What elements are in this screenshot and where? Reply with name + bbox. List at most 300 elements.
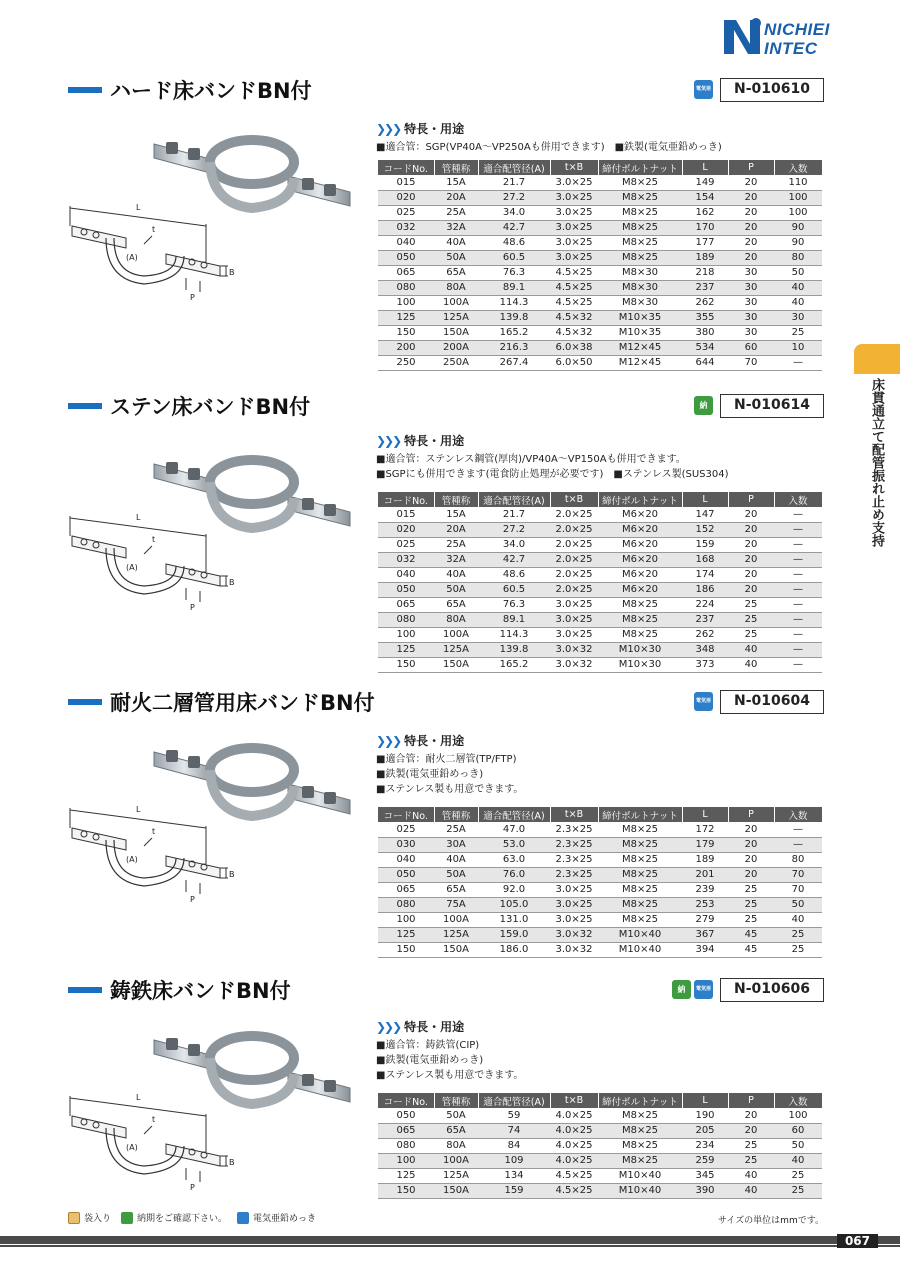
- table-cell: 4.5×25: [550, 1168, 598, 1183]
- column-header: 締付ボルトナット: [598, 807, 682, 822]
- table-cell: M10×35: [598, 310, 682, 325]
- table-cell: 125: [378, 642, 434, 657]
- table-cell: 080: [378, 897, 434, 912]
- table-row: [378, 852, 822, 867]
- table-cell: 3.0×25: [550, 175, 598, 190]
- galvanized-icon: [237, 1212, 249, 1224]
- galvanized-icon: 電気亜鉛: [694, 980, 713, 999]
- diagram-label-B: B: [229, 578, 235, 587]
- table-cell: 50: [774, 1138, 822, 1153]
- table-cell: 50A: [434, 250, 478, 265]
- table-cell: 125: [378, 1168, 434, 1183]
- column-header: 入数: [774, 160, 822, 175]
- table-cell: 065: [378, 265, 434, 280]
- table-cell: 20A: [434, 190, 478, 205]
- table-cell: M10×35: [598, 325, 682, 340]
- table-cell: 2.0×25: [550, 567, 598, 582]
- column-header: 入数: [774, 492, 822, 507]
- table-cell: 262: [682, 295, 728, 310]
- table-cell: 20: [728, 537, 774, 552]
- table-cell: 63.0: [478, 852, 550, 867]
- table-cell: 100A: [434, 912, 478, 927]
- table-cell: 40: [728, 1183, 774, 1198]
- diagram-label-B: B: [229, 1158, 235, 1167]
- table-cell: 100: [378, 912, 434, 927]
- table-cell: 179: [682, 837, 728, 852]
- delivery-icon: [121, 1212, 133, 1224]
- table-cell: 100: [378, 295, 434, 310]
- table-cell: 154: [682, 190, 728, 205]
- column-header: 適合配管径(A): [478, 492, 550, 507]
- table-cell: 186: [682, 582, 728, 597]
- dimension-diagram: [66, 798, 236, 912]
- table-cell: 149: [682, 175, 728, 190]
- table-cell: 174: [682, 567, 728, 582]
- table-cell: 6.0×50: [550, 355, 598, 370]
- diagram-label-L: L: [136, 805, 141, 814]
- table-cell: M8×25: [598, 837, 682, 852]
- column-header: 管種称: [434, 807, 478, 822]
- diagram-label-P: P: [190, 1183, 195, 1192]
- table-cell: M8×30: [598, 295, 682, 310]
- table-row: [378, 597, 822, 612]
- table-cell: M6×20: [598, 522, 682, 537]
- diagram-label-A: (A): [126, 563, 138, 572]
- table-cell: 3.0×25: [550, 597, 598, 612]
- table-cell: 25: [774, 942, 822, 957]
- legend-galv: 電気亜鉛めっき: [253, 1214, 316, 1224]
- table-cell: 152: [682, 522, 728, 537]
- table-cell: 237: [682, 280, 728, 295]
- features-heading-text: 特長・用途: [404, 122, 465, 136]
- table-cell: 125A: [434, 1168, 478, 1183]
- diagram-label-P: P: [190, 895, 195, 904]
- table-row: [378, 265, 822, 280]
- diagram-label-t: t: [152, 225, 156, 234]
- table-cell: 20: [728, 235, 774, 250]
- footer-rule-thin: [0, 1245, 900, 1247]
- table-cell: 30: [728, 310, 774, 325]
- table-cell: 262: [682, 627, 728, 642]
- column-header: 管種称: [434, 160, 478, 175]
- table-row: [378, 1123, 822, 1138]
- table-cell: 032: [378, 552, 434, 567]
- table-row: [378, 235, 822, 250]
- feature-line: ■鉄製(電気亜鉛めっき): [376, 1055, 484, 1066]
- table-cell: 100A: [434, 1153, 478, 1168]
- column-header: 適合配管径(A): [478, 1093, 550, 1108]
- bag-icon: [68, 1212, 80, 1224]
- table-cell: 3.0×25: [550, 612, 598, 627]
- table-cell: 20: [728, 190, 774, 205]
- table-cell: M8×25: [598, 867, 682, 882]
- table-cell: 30A: [434, 837, 478, 852]
- table-cell: 3.0×32: [550, 642, 598, 657]
- table-cell: —: [774, 537, 822, 552]
- table-cell: 20: [728, 507, 774, 522]
- table-cell: M10×40: [598, 927, 682, 942]
- table-cell: 373: [682, 657, 728, 672]
- table-row: [378, 942, 822, 957]
- table-cell: 30: [728, 280, 774, 295]
- features-heading: [376, 1018, 464, 1035]
- table-cell: 4.0×25: [550, 1123, 598, 1138]
- table-cell: 065: [378, 1123, 434, 1138]
- table-cell: 2.3×25: [550, 837, 598, 852]
- table-cell: 20: [728, 220, 774, 235]
- table-cell: 3.0×25: [550, 205, 598, 220]
- table-cell: 50A: [434, 582, 478, 597]
- table-cell: 125: [378, 310, 434, 325]
- column-header: P: [728, 1093, 774, 1108]
- side-tab-marker: [854, 344, 900, 374]
- table-cell: 90: [774, 235, 822, 250]
- table-cell: 75A: [434, 897, 478, 912]
- feature-line: ■ステンレス製も用意できます。: [376, 784, 524, 795]
- column-header: t×B: [550, 1093, 598, 1108]
- table-cell: 345: [682, 1168, 728, 1183]
- table-cell: 2.3×25: [550, 822, 598, 837]
- feature-line: ■ステンレス製も用意できます。: [376, 1070, 524, 1081]
- table-cell: 159: [682, 537, 728, 552]
- table-cell: 239: [682, 882, 728, 897]
- table-row: [378, 552, 822, 567]
- table-cell: 190: [682, 1108, 728, 1123]
- table-cell: 20: [728, 1123, 774, 1138]
- table-row: [378, 1153, 822, 1168]
- table-cell: 168: [682, 552, 728, 567]
- table-cell: 100: [378, 1153, 434, 1168]
- table-cell: 25: [728, 1138, 774, 1153]
- section-title: 鋳鉄床バンドBN付: [110, 979, 291, 1003]
- diagram-label-t: t: [152, 535, 156, 544]
- table-cell: 89.1: [478, 612, 550, 627]
- table-cell: M8×25: [598, 822, 682, 837]
- column-header: L: [682, 492, 728, 507]
- table-cell: M8×25: [598, 1138, 682, 1153]
- table-cell: 015: [378, 175, 434, 190]
- table-cell: 27.2: [478, 190, 550, 205]
- table-row: [378, 205, 822, 220]
- chevron-right-icon: ❯❯❯: [376, 734, 401, 748]
- table-row: [378, 837, 822, 852]
- table-row: [378, 867, 822, 882]
- table-cell: 644: [682, 355, 728, 370]
- table-cell: 355: [682, 310, 728, 325]
- table-cell: 040: [378, 852, 434, 867]
- table-cell: 48.6: [478, 235, 550, 250]
- table-cell: 50A: [434, 867, 478, 882]
- product-code: N-010604: [720, 690, 824, 714]
- column-header: コードNo.: [378, 807, 434, 822]
- table-cell: M10×40: [598, 1183, 682, 1198]
- table-row: [378, 1108, 822, 1123]
- table-cell: 080: [378, 612, 434, 627]
- side-tab-label: 床貫通立て配管振れ止め支持: [869, 378, 884, 547]
- column-header: 締付ボルトナット: [598, 1093, 682, 1108]
- table-cell: 80: [774, 250, 822, 265]
- table-row: [378, 582, 822, 597]
- table-cell: 40: [774, 1153, 822, 1168]
- table-row: [378, 340, 822, 355]
- table-cell: 40: [728, 642, 774, 657]
- table-cell: 150: [378, 1183, 434, 1198]
- column-header: コードNo.: [378, 1093, 434, 1108]
- table-cell: M8×25: [598, 1123, 682, 1138]
- table-cell: M8×25: [598, 882, 682, 897]
- table-row: [378, 507, 822, 522]
- diagram-label-A: (A): [126, 253, 138, 262]
- legend-bag: 袋入り: [84, 1214, 112, 1224]
- table-cell: 65A: [434, 882, 478, 897]
- table-cell: 139.8: [478, 642, 550, 657]
- footer-legend: [68, 1211, 316, 1224]
- dimension-diagram: [66, 506, 236, 620]
- table-cell: 4.0×25: [550, 1108, 598, 1123]
- table-cell: 131.0: [478, 912, 550, 927]
- table-cell: 100: [774, 190, 822, 205]
- table-cell: M8×25: [598, 897, 682, 912]
- page-number: 067: [837, 1234, 878, 1248]
- table-cell: 40: [728, 657, 774, 672]
- table-cell: 205: [682, 1123, 728, 1138]
- table-row: [378, 280, 822, 295]
- delivery-icon: 納: [694, 396, 713, 415]
- table-cell: 025: [378, 822, 434, 837]
- table-row: [378, 912, 822, 927]
- table-cell: 42.7: [478, 552, 550, 567]
- table-cell: 65A: [434, 265, 478, 280]
- feature-line: ■適合管：ステンレス鋼管(厚肉)/VP40A～VP150Aも併用できます。: [376, 454, 686, 465]
- table-cell: 89.1: [478, 280, 550, 295]
- table-cell: 30: [728, 265, 774, 280]
- table-cell: 25: [728, 627, 774, 642]
- table-cell: 30: [728, 295, 774, 310]
- feature-line: ■適合管：SGP(VP40A～VP250Aも併用できます) ■鉄製(電気亜鉛めっき): [376, 142, 722, 153]
- table-cell: 15A: [434, 175, 478, 190]
- table-cell: 139.8: [478, 310, 550, 325]
- table-cell: 70: [774, 867, 822, 882]
- table-cell: 110: [774, 175, 822, 190]
- diagram-label-B: B: [229, 870, 235, 879]
- features-heading: [376, 732, 464, 749]
- table-cell: 050: [378, 1108, 434, 1123]
- units-note: サイズの単位はmmです。: [717, 1216, 824, 1226]
- table-header-row: [378, 1093, 822, 1108]
- table-cell: 150: [378, 942, 434, 957]
- table-row: [378, 882, 822, 897]
- section-title: ハード床バンドBN付: [110, 79, 312, 103]
- table-cell: 2.3×25: [550, 867, 598, 882]
- table-cell: 80A: [434, 612, 478, 627]
- table-cell: 48.6: [478, 567, 550, 582]
- table-cell: M8×30: [598, 280, 682, 295]
- table-cell: M8×25: [598, 912, 682, 927]
- table-row: [378, 295, 822, 310]
- table-cell: 186.0: [478, 942, 550, 957]
- table-cell: 3.0×32: [550, 942, 598, 957]
- table-cell: M8×25: [598, 250, 682, 265]
- table-cell: 60.5: [478, 250, 550, 265]
- table-cell: 080: [378, 280, 434, 295]
- table-cell: 27.2: [478, 522, 550, 537]
- table-cell: M6×20: [598, 552, 682, 567]
- features-heading-text: 特長・用途: [404, 434, 465, 448]
- table-cell: 150A: [434, 325, 478, 340]
- table-cell: 30: [774, 310, 822, 325]
- table-cell: —: [774, 552, 822, 567]
- column-header: 入数: [774, 1093, 822, 1108]
- diagram-label-A: (A): [126, 855, 138, 864]
- chevron-right-icon: ❯❯❯: [376, 1020, 401, 1034]
- column-header: t×B: [550, 492, 598, 507]
- table-cell: 020: [378, 522, 434, 537]
- section-title: 耐火二層管用床バンドBN付: [110, 691, 375, 715]
- column-header: 管種称: [434, 492, 478, 507]
- table-cell: 70: [728, 355, 774, 370]
- table-cell: 040: [378, 235, 434, 250]
- table-cell: 100: [774, 1108, 822, 1123]
- column-header: L: [682, 807, 728, 822]
- galvanized-icon: 電気亜鉛: [694, 692, 713, 711]
- table-cell: 114.3: [478, 627, 550, 642]
- column-header: 管種称: [434, 1093, 478, 1108]
- table-cell: 159: [478, 1183, 550, 1198]
- table-cell: 40: [774, 912, 822, 927]
- table-cell: M10×40: [598, 1168, 682, 1183]
- table-row: [378, 250, 822, 265]
- diagram-label-B: B: [229, 268, 235, 277]
- table-cell: M8×25: [598, 597, 682, 612]
- table-cell: —: [774, 507, 822, 522]
- column-header: t×B: [550, 160, 598, 175]
- table-cell: M6×20: [598, 582, 682, 597]
- table-cell: 20: [728, 1108, 774, 1123]
- diagram-label-L: L: [136, 513, 141, 522]
- table-cell: 4.5×32: [550, 325, 598, 340]
- logo-text-line1: NICHIEI: [764, 20, 830, 39]
- table-cell: 216.3: [478, 340, 550, 355]
- table-cell: M8×25: [598, 190, 682, 205]
- table-cell: —: [774, 612, 822, 627]
- table-cell: 259: [682, 1153, 728, 1168]
- table-cell: 40A: [434, 235, 478, 250]
- table-cell: 237: [682, 612, 728, 627]
- table-cell: 025: [378, 205, 434, 220]
- table-cell: 59: [478, 1108, 550, 1123]
- product-code: N-010606: [720, 978, 824, 1002]
- table-cell: 020: [378, 190, 434, 205]
- table-cell: 050: [378, 250, 434, 265]
- product-code: N-010614: [720, 394, 824, 418]
- table-cell: 15A: [434, 507, 478, 522]
- table-cell: 65A: [434, 1123, 478, 1138]
- spec-table: [378, 1093, 823, 1199]
- table-cell: M6×20: [598, 537, 682, 552]
- table-cell: 109: [478, 1153, 550, 1168]
- table-cell: 20: [728, 852, 774, 867]
- table-cell: 3.0×32: [550, 657, 598, 672]
- table-cell: 100A: [434, 627, 478, 642]
- spec-table: [378, 807, 823, 958]
- features-heading-text: 特長・用途: [404, 1020, 465, 1034]
- table-cell: 032: [378, 220, 434, 235]
- table-cell: 80A: [434, 280, 478, 295]
- table-cell: —: [774, 522, 822, 537]
- table-cell: 150A: [434, 657, 478, 672]
- features-heading-text: 特長・用途: [404, 734, 465, 748]
- table-row: [378, 355, 822, 370]
- table-cell: 80: [774, 852, 822, 867]
- table-cell: 224: [682, 597, 728, 612]
- table-cell: 70: [774, 882, 822, 897]
- table-cell: 76.3: [478, 265, 550, 280]
- diagram-label-L: L: [136, 1093, 141, 1102]
- table-cell: 20: [728, 582, 774, 597]
- table-cell: 170: [682, 220, 728, 235]
- table-cell: M8×25: [598, 220, 682, 235]
- table-cell: M10×40: [598, 942, 682, 957]
- table-cell: M8×25: [598, 852, 682, 867]
- table-cell: M8×25: [598, 175, 682, 190]
- table-cell: 234: [682, 1138, 728, 1153]
- table-row: [378, 537, 822, 552]
- table-header-row: [378, 160, 822, 175]
- section-accent-bar: [68, 87, 102, 93]
- table-cell: 25A: [434, 205, 478, 220]
- column-header: L: [682, 160, 728, 175]
- table-cell: 030: [378, 837, 434, 852]
- table-cell: 20: [728, 205, 774, 220]
- diagram-label-P: P: [190, 603, 195, 612]
- table-cell: 30: [728, 325, 774, 340]
- table-cell: 253: [682, 897, 728, 912]
- table-cell: 189: [682, 250, 728, 265]
- table-cell: 250A: [434, 355, 478, 370]
- table-cell: 50: [774, 897, 822, 912]
- table-row: [378, 522, 822, 537]
- section-accent-bar: [68, 987, 102, 993]
- table-row: [378, 175, 822, 190]
- table-cell: 065: [378, 597, 434, 612]
- table-cell: 100: [774, 205, 822, 220]
- spec-table: [378, 492, 823, 673]
- dimension-diagram: [66, 196, 236, 310]
- table-cell: 60.5: [478, 582, 550, 597]
- table-row: [378, 325, 822, 340]
- table-cell: 90: [774, 220, 822, 235]
- table-cell: 25: [774, 1183, 822, 1198]
- table-cell: —: [774, 582, 822, 597]
- section-accent-bar: [68, 403, 102, 409]
- table-cell: —: [774, 567, 822, 582]
- column-header: P: [728, 160, 774, 175]
- table-cell: 165.2: [478, 325, 550, 340]
- table-cell: 21.7: [478, 507, 550, 522]
- table-cell: 65A: [434, 597, 478, 612]
- table-cell: 34.0: [478, 205, 550, 220]
- table-cell: 4.5×32: [550, 310, 598, 325]
- table-cell: 20: [728, 175, 774, 190]
- table-cell: 2.3×25: [550, 852, 598, 867]
- delivery-icon: 納: [672, 980, 691, 999]
- column-header: 適合配管径(A): [478, 160, 550, 175]
- table-cell: 2.0×25: [550, 552, 598, 567]
- table-cell: 3.0×32: [550, 927, 598, 942]
- table-cell: —: [774, 837, 822, 852]
- table-cell: 40A: [434, 567, 478, 582]
- table-cell: 20: [728, 567, 774, 582]
